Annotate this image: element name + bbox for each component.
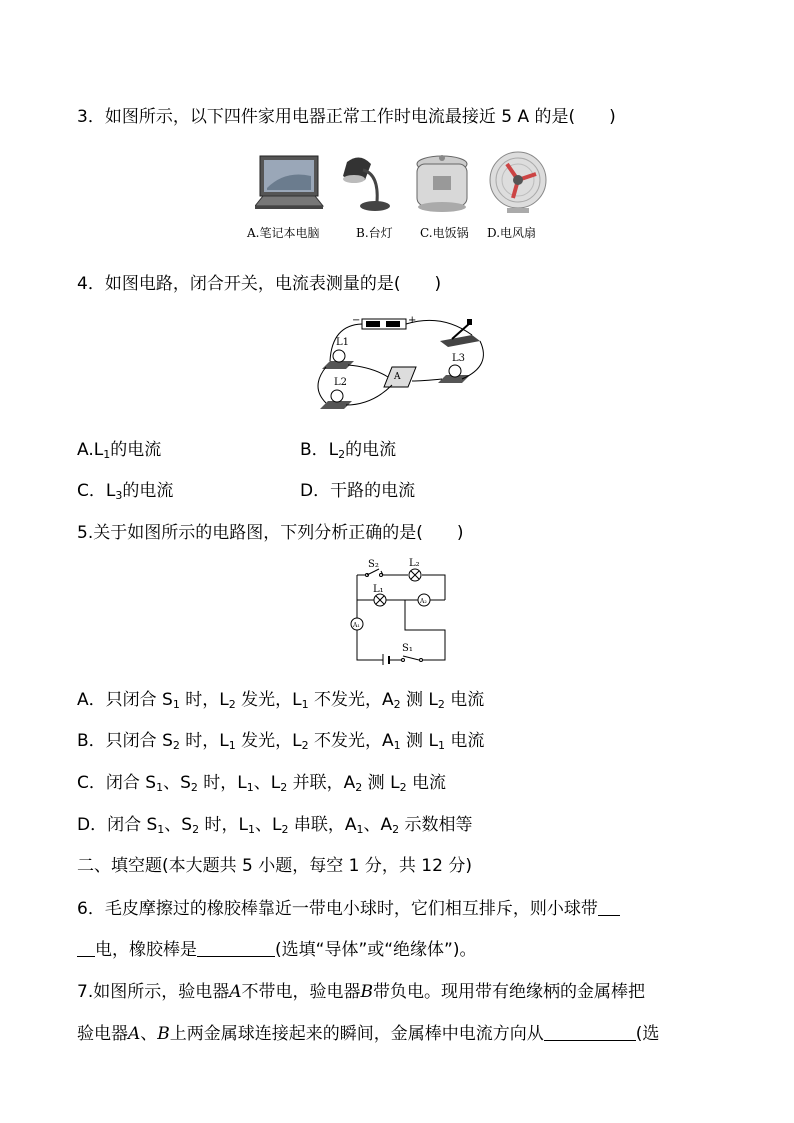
q3-appliance-images bbox=[255, 150, 555, 220]
q4-option-a: $A.L_1$的电流 bbox=[77, 440, 162, 461]
q5-option-d: D．闭合 $S_1$、$S_2$ 时，$L_1$、$L_2$ 串联，$A_1$、$A_2$ 示数相等 bbox=[77, 815, 473, 836]
q7-blank-1[interactable] bbox=[544, 1024, 636, 1041]
battery-plus-label: + bbox=[408, 315, 417, 326]
q4-option-c: C．$L_3$的电流 bbox=[77, 481, 174, 502]
l2-label: L₂ bbox=[409, 558, 420, 569]
desk-lamp-image bbox=[343, 157, 390, 211]
q5-option-a: A．只闭合 $S_1$ 时，$L_2$ 发光，$L_1$ 不发光，$A_2$ 测 $L_2$ 电流 bbox=[77, 690, 485, 711]
lamp-l1-symbol bbox=[374, 594, 386, 606]
ammeter-a2-symbol bbox=[418, 594, 430, 606]
q4-stem: 4．如图电路，闭合开关，电流表测量的是( ) bbox=[77, 274, 442, 294]
q4-circuit-diagram bbox=[312, 311, 492, 416]
q3-caption-a: A.笔记本电脑 bbox=[247, 226, 320, 240]
l3-label: L3 bbox=[452, 353, 466, 364]
q6-blank-1[interactable] bbox=[598, 899, 620, 916]
battery-minus-label: − bbox=[352, 315, 361, 326]
l1-label: L1 bbox=[336, 337, 350, 348]
ammeter-label: A bbox=[394, 372, 401, 382]
q4-option-d: D．干路的电流 bbox=[300, 481, 416, 501]
q5-circuit-diagram bbox=[345, 555, 455, 665]
q6-line-2: 电，橡胶棒是 (选填“导体”或“绝缘体”)。 bbox=[77, 939, 477, 961]
switch-image bbox=[440, 319, 480, 347]
a1-label: A₁ bbox=[353, 622, 360, 629]
s2-label: S₂ bbox=[368, 559, 379, 570]
ammeter-image bbox=[384, 367, 416, 387]
electric-fan-image bbox=[490, 152, 546, 213]
q3-stem: 3．如图所示，以下四件家用电器正常工作时电流最接近 5 A 的是( ) bbox=[77, 107, 616, 127]
q5-stem: 5.关于如图所示的电路图，下列分析正确的是( ) bbox=[77, 523, 464, 543]
q4-option-b: B．$L_2$的电流 bbox=[300, 440, 397, 461]
q6-blank-2[interactable] bbox=[197, 940, 275, 957]
l1-label: L₁ bbox=[373, 584, 384, 595]
q7-line-2: 验电器A、B上两金属球连接起来的瞬间，金属棒中电流方向从 (选 bbox=[77, 1024, 660, 1044]
a2-label: A₂ bbox=[420, 598, 427, 605]
q3-caption-b: B.台灯 bbox=[356, 226, 393, 240]
q5-wires bbox=[357, 571, 445, 660]
lamp-l2-symbol bbox=[409, 569, 421, 581]
rice-cooker-image bbox=[417, 155, 467, 212]
ammeter-a1-symbol bbox=[351, 618, 363, 630]
s1-label: S₁ bbox=[402, 643, 413, 654]
q5-option-c: C．闭合 $S_1$、$S_2$ 时，$L_1$、$L_2$ 并联，$A_2$ 测 $L_2$ 电流 bbox=[77, 773, 446, 794]
bulb-l3-image bbox=[438, 353, 470, 383]
battery-image bbox=[352, 315, 416, 329]
q6-line-1: 6．毛皮摩擦过的橡胶棒靠近一带电小球时，它们相互排斥，则小球带 bbox=[77, 898, 620, 920]
bulb-l2-image bbox=[320, 377, 352, 409]
q3-caption-d: D.电风扇 bbox=[487, 226, 537, 240]
q3-caption-c: C.电饭锅 bbox=[420, 226, 469, 240]
section-2-title: 二、填空题(本大题共 5 小题，每空 1 分，共 12 分) bbox=[77, 856, 472, 876]
laptop-image bbox=[255, 156, 323, 209]
battery-symbol bbox=[383, 654, 389, 665]
q5-option-b: B．只闭合 $S_2$ 时，$L_1$ 发光，$L_2$ 不发光，$A_1$ 测 $L_1$ 电流 bbox=[77, 731, 485, 752]
l2-label: L2 bbox=[334, 377, 348, 388]
bulb-l1-image bbox=[322, 337, 354, 369]
q6-blank-1-cont[interactable] bbox=[77, 940, 95, 957]
q7-line-1: 7.如图所示，验电器A不带电，验电器B带负电。现用带有绝缘柄的金属棒把 bbox=[77, 982, 646, 1002]
